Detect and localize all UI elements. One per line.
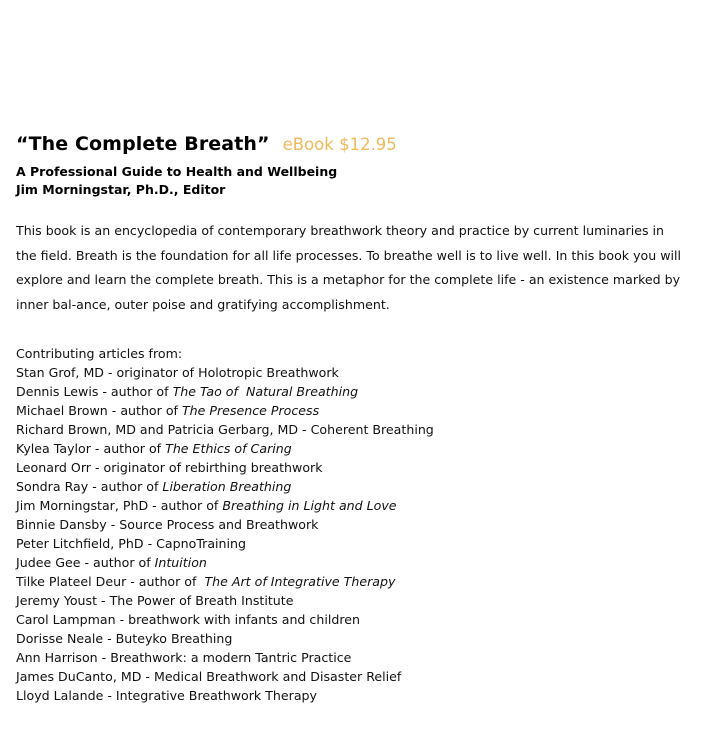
subtitle-block bbox=[16, 163, 696, 199]
contributor-item bbox=[16, 591, 696, 610]
book-subtitle: A Professional Guide to Health and Wellbeing bbox=[16, 164, 338, 179]
title-row bbox=[16, 133, 696, 155]
contributor-book-title: The Art of Integrative Therapy bbox=[204, 574, 396, 589]
contributor-item bbox=[16, 496, 696, 515]
contributor-text: Stan Grof, MD - originator of Holotropic Breathwork bbox=[16, 365, 339, 380]
contributor-text: Tilke Plateel Deur - author of bbox=[16, 574, 205, 589]
contributor-text: Ann Harrison - Breathwork: a modern Tantric Practice bbox=[16, 650, 352, 665]
contributor-text: Dennis Lewis - author of bbox=[16, 384, 173, 399]
contributor-book-title: Intuition bbox=[154, 555, 207, 570]
contributor-text: Judee Gee - author of bbox=[16, 555, 155, 570]
contributor-item bbox=[16, 534, 696, 553]
contributor-item bbox=[16, 363, 696, 382]
contributor-item bbox=[16, 629, 696, 648]
contributor-item bbox=[16, 439, 696, 458]
contributor-item bbox=[16, 477, 696, 496]
contributor-text: Richard Brown, MD and Patricia Gerbarg, MD - Coherent Breathing bbox=[16, 422, 434, 437]
contributor-text: James DuCanto, MD - Medical Breathwork and Disaster Relief bbox=[16, 669, 402, 684]
contributor-text: Jeremy Youst - The Power of Breath Institute bbox=[16, 593, 294, 608]
book-page bbox=[16, 133, 696, 705]
contributor-text: Leonard Orr - originator of rebirthing breathwork bbox=[16, 460, 323, 475]
book-editor: Jim Morningstar, Ph.D., Editor bbox=[16, 182, 226, 197]
contributor-text: Jim Morningstar, PhD - author of bbox=[16, 498, 223, 513]
contributor-book-title: Breathing in Light and Love bbox=[222, 498, 397, 513]
contributor-item bbox=[16, 515, 696, 534]
contributor-text: Binnie Dansby - Source Process and Breathwork bbox=[16, 517, 319, 532]
contributor-text: Peter Litchfield, PhD - CapnoTraining bbox=[16, 536, 247, 551]
contributor-item bbox=[16, 553, 696, 572]
contributor-item bbox=[16, 667, 696, 686]
contributor-text: Michael Brown - author of bbox=[16, 403, 182, 418]
contributor-book-title: Liberation Breathing bbox=[162, 479, 292, 494]
contributor-item bbox=[16, 572, 696, 591]
contributor-book-title: The Presence Process bbox=[181, 403, 320, 418]
contributor-item bbox=[16, 458, 696, 477]
contributors-list bbox=[16, 363, 696, 705]
contributor-text: Sondra Ray - author of bbox=[16, 479, 163, 494]
contributor-item bbox=[16, 401, 696, 420]
book-title: “The Complete Breath” bbox=[16, 133, 270, 155]
contributor-text: Carol Lampman - breathwork with infants and children bbox=[16, 612, 360, 627]
contributor-item bbox=[16, 648, 696, 667]
contributor-item bbox=[16, 610, 696, 629]
book-description: This book is an encyclopedia of contemporary breathwork theory and practice by current luminaries in the field. Breath is the foundation for all life processes. To breathe well is to live well. In this book you will explore and learn the complete breath. This is a metaphor for the complete life - an existence marked by inner bal-ance, outer poise and gratifying accomplishment. bbox=[16, 223, 682, 312]
contributor-book-title: The Ethics of Caring bbox=[165, 441, 292, 456]
contributor-text: Kylea Taylor - author of bbox=[16, 441, 166, 456]
contributor-book-title: The Tao of Natural Breathing bbox=[172, 384, 359, 399]
contributor-item bbox=[16, 420, 696, 439]
contributor-item bbox=[16, 686, 696, 705]
contributor-text: Dorisse Neale - Buteyko Breathing bbox=[16, 631, 233, 646]
contributor-item bbox=[16, 382, 696, 401]
contributors-heading: Contributing articles from: bbox=[16, 346, 183, 361]
ebook-price-link[interactable]: eBook $12.95 bbox=[282, 135, 397, 154]
contributor-text: Lloyd Lalande - Integrative Breathwork Therapy bbox=[16, 688, 317, 703]
